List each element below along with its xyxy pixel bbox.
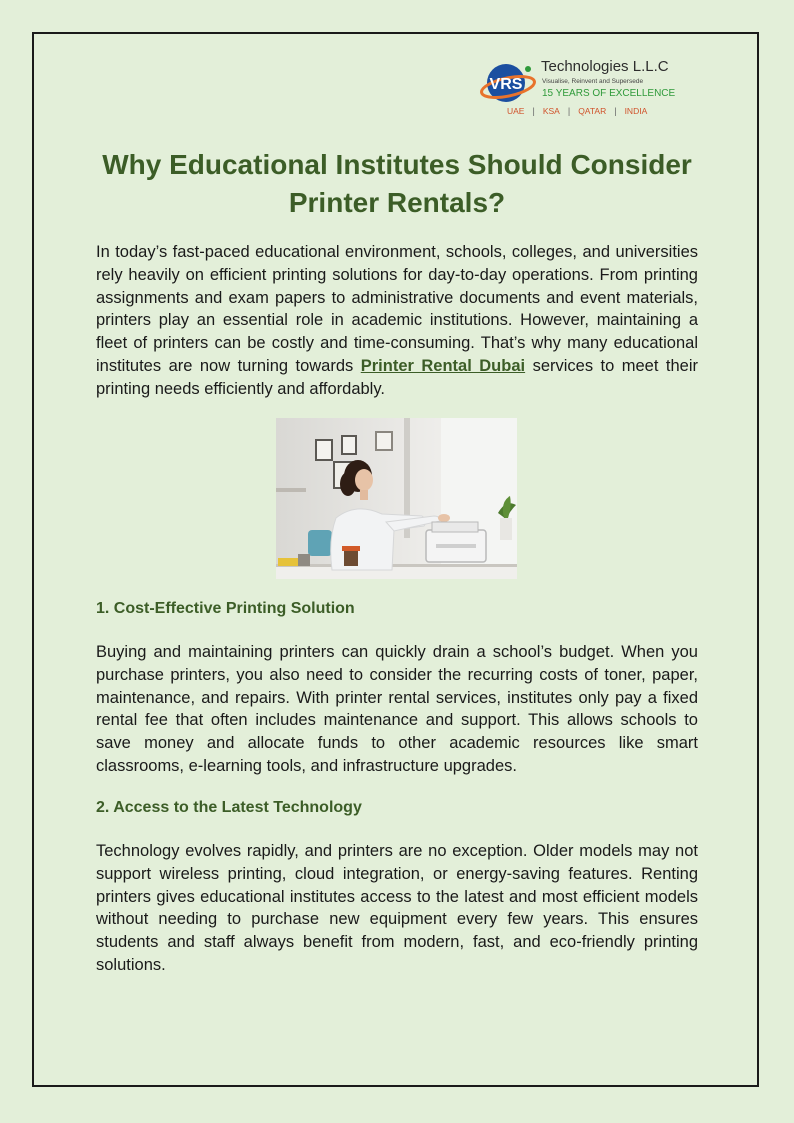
printer-rental-dubai-link[interactable]: Printer Rental Dubai [360,356,526,375]
region-separator: | [532,106,535,116]
logo-company-name: Technologies L.L.C [541,58,669,75]
intro-text-before: In today’s fast-paced educational environment, schools, colleges, and universities rely heavily on efficient printing solutions for day-to-day operations. From printing assignments and exam papers to administrative documents and event materials, printers play an essential role in academic institutions. However, maintaining a fleet of printers can be costly and time-consuming. That’s why many educational institutes are now turning towards [96,243,698,375]
intro-paragraph [96,241,698,401]
region-uae: UAE [507,106,525,116]
logo-tagline: Visualise, Reinvent and Supersede [542,78,644,85]
region-separator: | [567,106,571,116]
region-ksa: KSA [542,106,560,116]
section-heading-cost-effective: 1. Cost-Effective Printing Solution [96,600,355,617]
region-separator: | [614,106,617,116]
company-logo [480,55,700,120]
logo-excellence: 15 YEARS OF EXCELLENCE [542,88,676,99]
logo-mark-text: VRS [489,76,523,93]
region-qatar: QATAR [578,106,607,116]
section-body-cost-effective: Buying and maintaining printers can quickly drain a school’s budget. When you purchase printers, you also need to consider the recurring costs of toner, paper, maintenance, and repairs. With printer rental services, institutes only pay a fixed rental fee that often includes maintenance and support. This allows schools to save money and allocate funds to other academic resources like smart classrooms, e-learning tools, and infrastructure upgrades. [96,643,698,775]
intro-text-after: services to meet their printing needs efficiently and affordably. [96,356,698,398]
page-title: Why Educational Institutes Should Consider Printer Rentals? [102,149,692,218]
region-india: INDIA [624,106,648,116]
section-body-latest-technology: Technology evolves rapidly, and printers are no exception. Older models may not support wireless printing, cloud integration, or energy-saving features. Renting printers gives educational institutes access to the latest and most efficient models without needing to purchase new equipment every few years. This ensures students and staff always benefit from modern, fast, and eco-friendly printing solutions. [96,842,698,974]
section-heading-latest-technology: 2. Access to the Latest Technology [96,799,362,816]
vrs-globe-icon [480,59,540,111]
woman-using-printer-photo [276,418,517,579]
photo-illustration [276,418,517,579]
logo-regions [499,106,655,116]
